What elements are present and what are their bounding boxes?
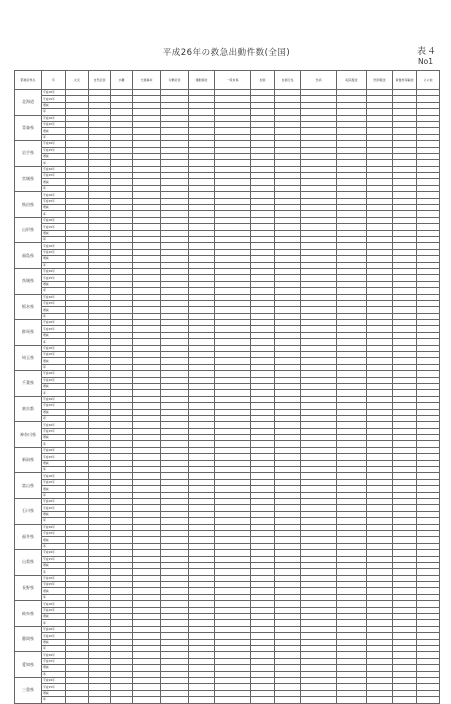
column-header: 資器材等輸送 [393, 71, 417, 90]
row-label: 平成25年 [42, 428, 66, 434]
row-label: 率 [42, 262, 66, 268]
table-cell [367, 697, 393, 703]
table-row [15, 697, 440, 703]
row-label: 率 [42, 339, 66, 345]
row-label: 平成25年 [42, 505, 66, 511]
row-label: 平成26年 [42, 575, 66, 581]
row-label: 増減 [42, 665, 66, 671]
table-header [15, 71, 440, 90]
column-header: 火災 [66, 71, 89, 90]
row-label: 率 [42, 211, 66, 217]
row-label: 平成26年 [42, 601, 66, 607]
row-label: 増減 [42, 332, 66, 338]
column-header: 一般負傷 [215, 71, 251, 90]
prefecture-name: 静岡県 [15, 626, 42, 652]
row-label: 平成25年 [42, 147, 66, 153]
column-header: 運動競技 [189, 71, 215, 90]
row-label: 平成25年 [42, 658, 66, 664]
prefecture-name: 三重県 [15, 677, 42, 703]
row-label: 平成26年 [42, 294, 66, 300]
table-cell [393, 697, 417, 703]
row-label: 平成26年 [42, 447, 66, 453]
row-label: 増減 [42, 230, 66, 236]
column-header: 年 [42, 71, 66, 90]
row-label: 平成26年 [42, 396, 66, 402]
row-label: 率 [42, 288, 66, 294]
row-label: 率 [42, 134, 66, 140]
row-label: 平成25年 [42, 377, 66, 383]
prefecture-name: 宮城県 [15, 166, 42, 192]
row-label: 平成26年 [42, 499, 66, 505]
prefecture-name: 秋田県 [15, 192, 42, 218]
column-header: 都道府県名 [15, 71, 42, 90]
prefecture-name: 岐阜県 [15, 601, 42, 627]
row-label: 増減 [42, 639, 66, 645]
row-label: 増減 [42, 409, 66, 415]
row-label: 平成25年 [42, 173, 66, 179]
column-header: その他 [417, 71, 440, 90]
row-label: 増減 [42, 128, 66, 134]
row-label: 平成25年 [42, 403, 66, 409]
row-label: 増減 [42, 102, 66, 108]
row-label: 率 [42, 364, 66, 370]
row-label: 増減 [42, 358, 66, 364]
row-label: 増減 [42, 153, 66, 159]
row-label: 平成26年 [42, 371, 66, 377]
column-header: 自損行為 [275, 71, 301, 90]
table-cell [337, 697, 367, 703]
row-label: 平成25年 [42, 198, 66, 204]
row-label: 平成26年 [42, 90, 66, 96]
row-label: 増減 [42, 460, 66, 466]
prefecture-name: 新潟県 [15, 447, 42, 473]
row-label: 増減 [42, 588, 66, 594]
row-label: 率 [42, 313, 66, 319]
prefecture-name: 埼玉県 [15, 345, 42, 371]
row-label: 増減 [42, 307, 66, 313]
row-label: 率 [42, 543, 66, 549]
ambulance-dispatch-table [14, 70, 440, 704]
table-cell [111, 697, 133, 703]
row-label: 平成26年 [42, 166, 66, 172]
row-label: 平成26年 [42, 268, 66, 274]
row-label: 平成25年 [42, 607, 66, 613]
row-label: 率 [42, 594, 66, 600]
row-label: 増減 [42, 179, 66, 185]
row-label: 率 [42, 109, 66, 115]
row-label: 平成25年 [42, 582, 66, 588]
table-cell [189, 697, 215, 703]
row-label: 平成25年 [42, 479, 66, 485]
row-label: 平成26年 [42, 243, 66, 249]
column-header: 転院搬送 [337, 71, 367, 90]
prefecture-name: 青森県 [15, 115, 42, 141]
row-label: 平成25年 [42, 326, 66, 332]
row-label: 率 [42, 492, 66, 498]
prefecture-name: 東京都 [15, 396, 42, 422]
prefecture-name: 長野県 [15, 575, 42, 601]
prefecture-name: 富山県 [15, 473, 42, 499]
row-label: 平成25年 [42, 684, 66, 690]
row-label: 平成26年 [42, 550, 66, 556]
table-cell [275, 697, 301, 703]
prefecture-name: 神奈川県 [15, 422, 42, 448]
prefecture-name: 北海道 [15, 90, 42, 116]
column-header: 自然災害 [89, 71, 111, 90]
row-label: 増減 [42, 614, 66, 620]
table-cell [215, 697, 251, 703]
row-label: 平成25年 [42, 249, 66, 255]
column-header: 医師搬送 [367, 71, 393, 90]
row-label: 平成26年 [42, 320, 66, 326]
column-header: 急病 [301, 71, 337, 90]
row-label: 率 [42, 185, 66, 191]
row-label: 率 [42, 390, 66, 396]
table-cell [161, 697, 189, 703]
prefecture-name: 愛知県 [15, 652, 42, 678]
prefecture-name: 群馬県 [15, 320, 42, 346]
row-label: 平成26年 [42, 141, 66, 147]
row-label: 平成26年 [42, 652, 66, 658]
prefecture-name: 山形県 [15, 217, 42, 243]
row-label: 平成25年 [42, 454, 66, 460]
prefecture-name: 茨城県 [15, 268, 42, 294]
row-label: 平成26年 [42, 677, 66, 683]
header-row [15, 71, 440, 90]
row-label: 率 [42, 467, 66, 473]
row-label: 平成25年 [42, 275, 66, 281]
row-label: 平成25年 [42, 300, 66, 306]
row-label: 増減 [42, 383, 66, 389]
row-label: 増減 [42, 690, 66, 696]
table-label: 表４ [416, 47, 437, 57]
table-body [15, 90, 440, 704]
row-label: 増減 [42, 205, 66, 211]
table-cell [66, 697, 89, 703]
row-label: 率 [42, 697, 66, 703]
column-header: 加害 [251, 71, 275, 90]
prefecture-name: 福井県 [15, 524, 42, 550]
row-label: 平成26年 [42, 626, 66, 632]
table-cell [301, 697, 337, 703]
column-header: 水難 [111, 71, 133, 90]
row-label: 増減 [42, 511, 66, 517]
row-label: 率 [42, 569, 66, 575]
table-cell [251, 697, 275, 703]
row-label: 率 [42, 236, 66, 242]
row-label: 平成26年 [42, 422, 66, 428]
row-label: 増減 [42, 256, 66, 262]
page-number: No1 [418, 57, 433, 66]
column-header: 労働災害 [161, 71, 189, 90]
row-label: 平成26年 [42, 345, 66, 351]
row-label: 率 [42, 645, 66, 651]
row-label: 率 [42, 671, 66, 677]
row-label: 増減 [42, 537, 66, 543]
row-label: 平成25年 [42, 121, 66, 127]
row-label: 率 [42, 620, 66, 626]
row-label: 増減 [42, 435, 66, 441]
prefecture-name: 千葉県 [15, 371, 42, 397]
row-label: 増減 [42, 281, 66, 287]
row-label: 平成26年 [42, 473, 66, 479]
row-label: 平成25年 [42, 352, 66, 358]
row-label: 平成25年 [42, 556, 66, 562]
row-label: 平成26年 [42, 217, 66, 223]
row-label: 率 [42, 160, 66, 166]
document-title: 平成26年の救急出動件数(全国) [162, 48, 291, 58]
prefecture-name: 岩手県 [15, 141, 42, 167]
prefecture-name: 栃木県 [15, 294, 42, 320]
row-label: 率 [42, 518, 66, 524]
row-label: 平成25年 [42, 633, 66, 639]
table-cell [133, 697, 161, 703]
row-label: 率 [42, 415, 66, 421]
document-sheet [14, 30, 439, 702]
row-label: 平成25年 [42, 96, 66, 102]
row-label: 増減 [42, 562, 66, 568]
row-label: 平成26年 [42, 115, 66, 121]
row-label: 平成25年 [42, 530, 66, 536]
prefecture-name: 福島県 [15, 243, 42, 269]
column-header: 交通事故 [133, 71, 161, 90]
row-label: 平成26年 [42, 524, 66, 530]
table-cell [89, 697, 111, 703]
row-label: 率 [42, 441, 66, 447]
title-row [14, 30, 439, 66]
prefecture-name: 山梨県 [15, 550, 42, 576]
table-cell [417, 697, 440, 703]
prefecture-name: 石川県 [15, 499, 42, 525]
row-label: 平成26年 [42, 192, 66, 198]
row-label: 平成25年 [42, 224, 66, 230]
row-label: 増減 [42, 486, 66, 492]
